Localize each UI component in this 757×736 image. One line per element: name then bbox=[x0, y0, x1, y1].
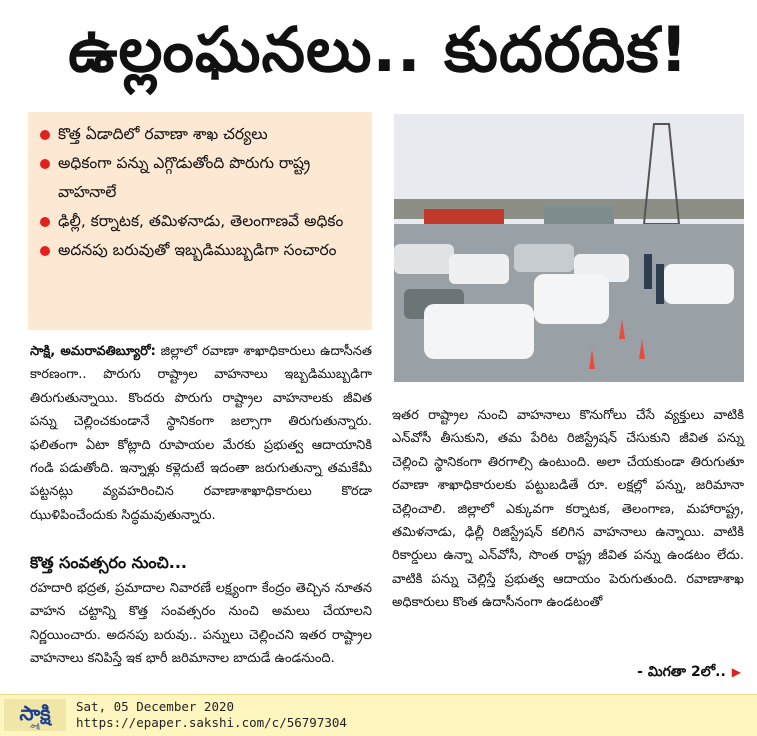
dateline: సాక్షి, అమరావతిబ్యూరో: bbox=[30, 344, 156, 359]
article-column-left bbox=[30, 340, 372, 527]
highlight-item: కొత్త ఏడాదిలో రవాణా శాఖ చర్యలు bbox=[38, 120, 364, 149]
news-photo-traffic-checkpoint bbox=[394, 114, 744, 382]
triangle-right-icon: ▶ bbox=[731, 665, 741, 679]
publication-meta bbox=[76, 699, 347, 731]
article-paragraph: జిల్లాలో రవాణా శాఖాధికారులు ఉదాసీనత కారణంగా.. పొరుగు రాష్ట్రాల వాహనాలు ఇబ్బడిముబ్బడిగా తిరుగుతున్నాయి. కొందరు పొరుగు రాష్ట్రాల వాహనాలకు జీవిత పన్ను చెల్లించకుండానే స్థానికంగా జల్సాగా తిరుగుతున్నారు. ఫలితంగా ఏటా కోట్లాది రూపాయల మేరకు ప్రభుత్వ ఆదాయానికి గండి పడుతోంది. ఇన్నాళ్లు కళ్లెదుటే ఇదంతా జరుగుతున్నా తమకేమీ పట్టనట్లు వ్యవహరించిన రవాణాశాఖాధికారులు కొరడా ఝుళిపించేందుకు సిద్ధమవుతున్నారు. bbox=[30, 344, 372, 523]
highlight-item: అధికంగా పన్ను ఎగ్గొడుతోంది పొరుగు రాష్ట్ర వాహనాలే bbox=[38, 149, 364, 207]
highlights-box bbox=[28, 112, 372, 330]
highlight-item: ఢిల్లీ, కర్నాటక, తమిళనాడు, తెలంగాణవే అధికం bbox=[38, 207, 364, 236]
headline: ఉల్లంఘనలు.. కుదరదిక! bbox=[68, 13, 689, 86]
article-paragraph: ఇతర రాష్ట్రాల నుంచి వాహనాలు కొనుగోలు చేసే వ్యక్తులు వాటికి ఎన్‌వోసీ తీసుకుని, తమ పేరిట రిజిస్ట్రేషన్ చేసుకుని జీవిత పన్ను చెల్లించి స్థానికంగా తిరగాల్సి ఉంటుంది. అలా చేయకుండా తిరుగుతూ రవాణా శాఖాధికారులకు పట్టుబడితే రూ. లక్షల్లో పన్ను, జరిమానా చెల్లించాలి. జిల్లాలో ఎక్కువగా కర్నాటక, తెలంగాణ, మహారాష్ట్ర, తమిళనాడు, ఢిల్లీ రిజిస్ట్రేషన్ కలిగిన వాహనాలు ఉన్నాయి. వాటికి రికార్డులు ఉన్నా ఎన్‌వోసీ, సొంత రాష్ట్ర జీవిత పన్ను ఉండటం లేదు. వాటికి పన్ను చెల్లిస్తే ప్రభుత్వ ఆదాయం పెరుగుతుంది. రవాణాశాఖ అధికారులు కొంత ఉదాసీనంగా ఉండటంతో bbox=[392, 408, 744, 611]
subheading: కొత్త సంవత్సరం నుంచి... bbox=[30, 553, 188, 572]
publication-date: Sat, 05 December 2020 bbox=[76, 699, 235, 714]
article-column-right bbox=[392, 404, 744, 615]
highlight-item: అదనపు బరువుతో ఇబ్బడిముబ్బడిగా సంచారం bbox=[38, 236, 364, 265]
article-column-left-2 bbox=[30, 577, 372, 671]
epaper-url[interactable]: https://epaper.sakshi.com/c/56797304 bbox=[76, 715, 347, 730]
article-paragraph: రహదారి భద్రత, ప్రమాదాల నివారణే లక్ష్యంగా కేంద్రం తెచ్చిన నూతన వాహన చట్టాన్ని కొత్త సంవత్సరం నుంచి అమలు చేయాలని నిర్ణయించారు. అదనపు బరువు.. పన్నులు చెల్లించని ఇతర రాష్ట్రాల వాహనాలు కనిపిస్తే ఇక భారీ జరిమానాల బాదుడే ఉండనుంది. bbox=[30, 581, 372, 667]
continued-note: - మిగతా 2లో.. ▶ bbox=[637, 664, 741, 680]
sakshi-logo: సాక్షి సాక్షి bbox=[4, 699, 66, 731]
footer-bar bbox=[0, 694, 757, 736]
